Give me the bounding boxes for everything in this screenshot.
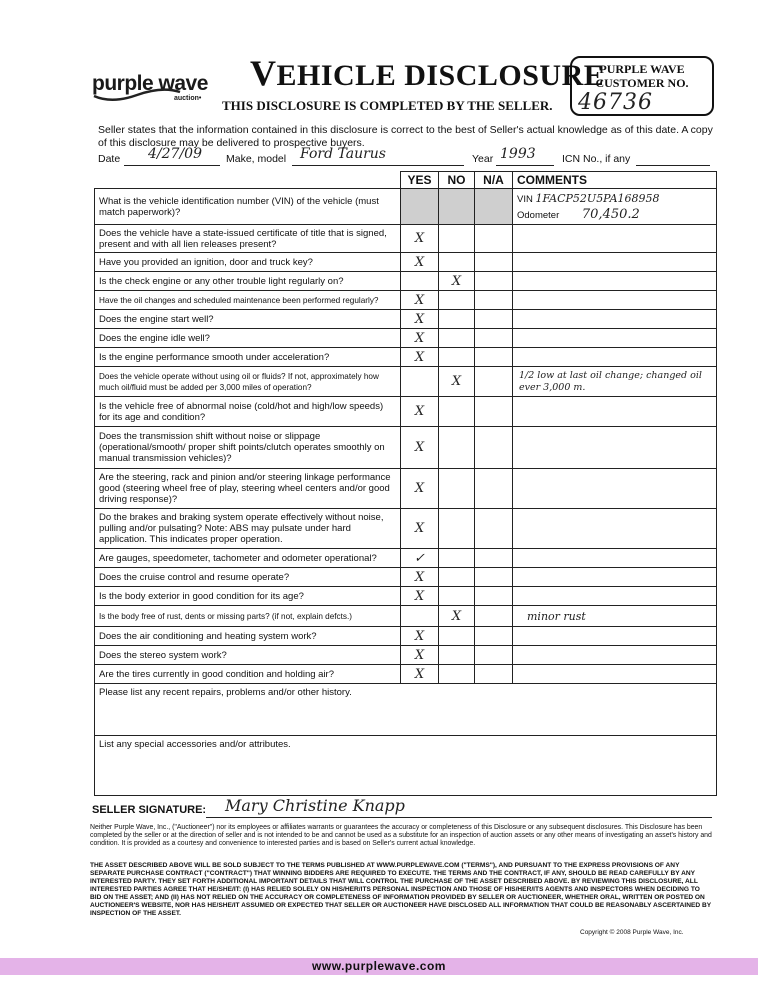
- question-text: Is the body free of rust, dents or missing parts? (if not, explain defcts.): [95, 606, 401, 627]
- na-cell[interactable]: [475, 549, 513, 568]
- question-text: Does the stereo system work?: [95, 646, 401, 665]
- table-row: [95, 469, 717, 509]
- make-model-underline: [292, 165, 464, 166]
- yes-cell[interactable]: X: [401, 427, 439, 469]
- yes-cell[interactable]: [401, 367, 439, 397]
- na-cell[interactable]: [475, 348, 513, 367]
- copyright-text: Copyright © 2008 Purple Wave, Inc.: [580, 929, 684, 936]
- no-cell[interactable]: [439, 549, 475, 568]
- yes-cell[interactable]: X: [401, 665, 439, 684]
- yes-cell[interactable]: X: [401, 627, 439, 646]
- no-cell[interactable]: [439, 627, 475, 646]
- comment-cell[interactable]: [513, 509, 717, 549]
- comment-cell[interactable]: 1/2 low at last oil change; changed oil ever 3,000 m.: [513, 367, 717, 397]
- table-row: [95, 646, 717, 665]
- yes-cell[interactable]: X: [401, 509, 439, 549]
- no-cell[interactable]: [439, 348, 475, 367]
- no-cell[interactable]: [439, 329, 475, 348]
- year-label: Year: [472, 153, 494, 165]
- na-cell[interactable]: [475, 568, 513, 587]
- no-cell[interactable]: [439, 225, 475, 253]
- question-text: Does the vehicle operate without using oil or fluids? If not, approximately how much oil/fluid must be added per 3,000 miles of operation?: [95, 367, 401, 397]
- table-row: [95, 427, 717, 469]
- no-cell[interactable]: [439, 427, 475, 469]
- year-value[interactable]: 1993: [500, 146, 536, 162]
- accessories-label: List any special accessories and/or attributes.: [95, 736, 439, 796]
- customer-box-line2: CUSTOMER NO.: [595, 76, 689, 90]
- table-row: [95, 587, 717, 606]
- yes-column-header: YES: [401, 172, 439, 189]
- no-cell[interactable]: [439, 568, 475, 587]
- icn-label: ICN No., if any: [562, 153, 631, 165]
- no-cell[interactable]: [439, 253, 475, 272]
- yes-cell[interactable]: ✓: [401, 549, 439, 568]
- no-cell[interactable]: [439, 509, 475, 549]
- no-cell[interactable]: [439, 291, 475, 310]
- yes-cell[interactable]: X: [401, 568, 439, 587]
- question-text: Do the brakes and braking system operate effectively without noise, pulling and/or pulsating? Note: ABS may pulsate under hard application. This indicates proper operation.: [95, 509, 401, 549]
- seller-signature-label: SELLER SIGNATURE:: [92, 804, 207, 816]
- yes-cell[interactable]: X: [401, 329, 439, 348]
- na-cell[interactable]: [475, 587, 513, 606]
- na-cell[interactable]: [475, 291, 513, 310]
- table-row: [95, 509, 717, 549]
- signature-underline: [206, 817, 712, 818]
- vin-odometer-cell: [513, 189, 717, 225]
- yes-cell[interactable]: X: [401, 225, 439, 253]
- question-text: Does the engine start well?: [95, 310, 401, 329]
- year-underline: [496, 165, 554, 166]
- question-text: Is the check engine or any other trouble light regularly on?: [95, 272, 401, 291]
- odometer-value[interactable]: 70,450.2: [581, 206, 640, 222]
- no-cell[interactable]: [439, 310, 475, 329]
- na-cell[interactable]: [475, 646, 513, 665]
- no-cell[interactable]: [439, 587, 475, 606]
- question-text: Does the engine idle well?: [95, 329, 401, 348]
- date-label: Date: [98, 153, 121, 165]
- comment-cell[interactable]: [513, 568, 717, 587]
- na-cell[interactable]: [475, 665, 513, 684]
- table-row: [95, 189, 717, 225]
- table-row: [95, 272, 717, 291]
- table-row: [95, 549, 717, 568]
- repairs-row[interactable]: [95, 684, 717, 736]
- no-cell: [439, 189, 475, 225]
- logo-wordmark: purple wave: [92, 72, 208, 95]
- table-row: [95, 665, 717, 684]
- yes-cell[interactable]: X: [401, 397, 439, 427]
- table-row: [95, 367, 717, 397]
- seller-signature-value[interactable]: Mary Christine Knapp: [225, 796, 405, 815]
- yes-cell[interactable]: X: [401, 310, 439, 329]
- comments-column-header: COMMENTS: [513, 172, 717, 189]
- no-cell[interactable]: X: [439, 606, 475, 627]
- na-cell[interactable]: [475, 310, 513, 329]
- no-column-header: NO: [439, 172, 475, 189]
- na-cell[interactable]: [475, 272, 513, 291]
- comment-cell[interactable]: [513, 272, 717, 291]
- table-row: [95, 568, 717, 587]
- table-row: [95, 310, 717, 329]
- question-text: Have the oil changes and scheduled maintenance been performed regularly?: [95, 291, 401, 310]
- yes-cell[interactable]: [401, 606, 439, 627]
- na-cell[interactable]: [475, 509, 513, 549]
- repairs-label: Please list any recent repairs, problems and/or other history.: [95, 684, 439, 736]
- na-cell[interactable]: [475, 627, 513, 646]
- question-text: Are the tires currently in good condition and holding air?: [95, 665, 401, 684]
- no-cell[interactable]: X: [439, 272, 475, 291]
- customer-number-value: 46736: [578, 90, 653, 115]
- na-cell[interactable]: [475, 427, 513, 469]
- table-row: [95, 397, 717, 427]
- make-model-value[interactable]: Ford Taurus: [300, 146, 386, 162]
- accessories-row[interactable]: [95, 736, 717, 796]
- yes-cell[interactable]: X: [401, 646, 439, 665]
- table-row: [95, 606, 717, 627]
- wave-swoosh-icon: [92, 86, 182, 104]
- na-cell[interactable]: [475, 397, 513, 427]
- table-row: [95, 348, 717, 367]
- footer-url-band: [0, 958, 758, 975]
- question-text: Have you provided an ignition, door and truck key?: [95, 253, 401, 272]
- na-cell[interactable]: [475, 225, 513, 253]
- comment-cell[interactable]: [513, 587, 717, 606]
- question-text: Does the vehicle have a state-issued certificate of title that is signed, present and with all lien releases present?: [95, 225, 401, 253]
- na-cell[interactable]: [475, 367, 513, 397]
- yes-cell[interactable]: X: [401, 291, 439, 310]
- question-text: Is the engine performance smooth under acceleration?: [95, 348, 401, 367]
- na-cell[interactable]: [475, 253, 513, 272]
- date-value[interactable]: 4/27/09: [148, 146, 202, 162]
- odometer-label: Odometer: [517, 209, 560, 221]
- comment-cell[interactable]: [513, 225, 717, 253]
- disclosure-table: [94, 171, 717, 796]
- make-model-label: Make, model: [226, 153, 287, 165]
- comment-cell[interactable]: [513, 348, 717, 367]
- no-cell[interactable]: [439, 646, 475, 665]
- comment-cell[interactable]: [513, 549, 717, 568]
- comment-cell[interactable]: [513, 329, 717, 348]
- table-row: [95, 329, 717, 348]
- purple-wave-logo: [92, 66, 222, 106]
- table-row: [95, 627, 717, 646]
- question-text: Is the vehicle free of abnormal noise (cold/hot and high/low speeds) for its age and condition?: [95, 397, 401, 427]
- yes-cell[interactable]: X: [401, 253, 439, 272]
- accessories-field[interactable]: [439, 736, 717, 796]
- question-text: Is the body exterior in good condition for its age?: [95, 587, 401, 606]
- no-cell[interactable]: X: [439, 367, 475, 397]
- page-subtitle: THIS DISCLOSURE IS COMPLETED BY THE SELLER.: [222, 98, 553, 113]
- yes-cell[interactable]: X: [401, 587, 439, 606]
- na-cell[interactable]: [475, 469, 513, 509]
- yes-cell[interactable]: [401, 272, 439, 291]
- repairs-field[interactable]: [439, 684, 717, 736]
- no-cell[interactable]: [439, 665, 475, 684]
- disclaimer-text: Neither Purple Wave, Inc., ("Auctioneer") nor its employees or affiliates warrants or guarantees the accuracy or completeness of this Disclosure or any subsequent disclosures. This Disclosure has been completed by the seller or at the direction of seller and is not intended to be and cannot be used as a substitute for an inspection of auction assets or any other means of investigating an asset's history and condition. It is provided as a courtesy and convenience to interested parties and is based on Seller's current actual knowledge.: [90, 824, 712, 848]
- footer-url[interactable]: www.purplewave.com: [312, 959, 446, 973]
- icn-underline[interactable]: [636, 165, 710, 166]
- comment-cell[interactable]: [513, 427, 717, 469]
- table-header-row: [95, 172, 717, 189]
- question-text: Are gauges, speedometer, tachometer and odometer operational?: [95, 549, 401, 568]
- comment-cell[interactable]: [513, 253, 717, 272]
- comment-cell[interactable]: [513, 469, 717, 509]
- question-text: Are the steering, rack and pinion and/or steering linkage performance good (steering wheel free of play, steering wheel centers and/or good driving response)?: [95, 469, 401, 509]
- question-text: Does the cruise control and resume operate?: [95, 568, 401, 587]
- comment-cell[interactable]: [513, 665, 717, 684]
- na-column-header: N/A: [475, 172, 513, 189]
- na-cell[interactable]: [475, 329, 513, 348]
- vin-label: VIN: [517, 193, 533, 205]
- question-text: What is the vehicle identification number (VIN) of the vehicle (must match paperwork)?: [95, 189, 401, 225]
- na-cell[interactable]: [475, 606, 513, 627]
- logo-subtext: auction•: [174, 95, 202, 102]
- question-text: Does the air conditioning and heating system work?: [95, 627, 401, 646]
- vin-value[interactable]: 1FACP52U5PA168958: [535, 191, 660, 205]
- na-cell: [475, 189, 513, 225]
- customer-box-line1: PURPLE WAVE: [599, 62, 685, 76]
- yes-cell[interactable]: X: [401, 348, 439, 367]
- yes-cell: [401, 189, 439, 225]
- comment-cell[interactable]: [513, 291, 717, 310]
- comment-cell[interactable]: minor rust: [513, 606, 717, 627]
- comment-cell[interactable]: [513, 310, 717, 329]
- no-cell[interactable]: [439, 469, 475, 509]
- terms-text: THE ASSET DESCRIBED ABOVE WILL BE SOLD SUBJECT TO THE TERMS PUBLISHED AT WWW.PURPLEWAVE.COM ("TERMS"), AND PURSUANT TO THE EXPRESS PROVISIONS OF ANY SEPARATE PURCHASE CONTRACT ("CONTRACT") THAT WINNING BIDDERS ARE REQUIRED TO EXECUTE. THE TERMS AND THE CONTRACT, IF ANY, SHOULD BE READ CAREFULLY BY ANY INTERESTED PARTY. THEY SET FORTH ADDITIONAL IMPORTANT DETAILS THAT WILL CONTROL THE PURCHASE OF THE ASSET DESCRIBED ABOVE. BY REVIEWING THIS DISCLOSURE, ALL INTERESTED PARTIES AGREE THAT HE/SHE/IT: (I) HAS RELIED SOLELY ON HIS/HER/ITS PERSONAL INSPECTION AND THOSE OF HIS/HER/ITS AGENTS AND INSPECTORS WHEN DECIDING TO BID ON THE ASSET; AND (II) HAS NOT RELIED ON THE ACCURACY OR COMPLETENESS OF INFORMATION PROVIDED BY SELLER OR AUCTIONEER, WHETHER ORAL, WRITTEN OR POSTED ON AUCTIONEER'S WEBSITE, NOR HAS HE/SHE/IT ASSUMED OR EXPECTED THAT SELLER OR AUCTIONEER HAVE DISCLOSED ALL INFORMATION THAT COULD BE REASONABLY ASCERTAINED BY INSPECTION OF THE ASSET.: [90, 862, 712, 917]
- table-row: [95, 253, 717, 272]
- table-row: [95, 291, 717, 310]
- date-underline: [124, 165, 220, 166]
- seller-statement: Seller states that the information contained in this disclosure is correct to the best of Seller's actual knowledge as of this date. A copy of this disclosure may be delivered to prospective buyers.: [98, 124, 713, 149]
- comment-cell[interactable]: [513, 646, 717, 665]
- comment-cell[interactable]: [513, 627, 717, 646]
- yes-cell[interactable]: X: [401, 469, 439, 509]
- no-cell[interactable]: [439, 397, 475, 427]
- page-title: VEHICLE DISCLOSURE: [250, 53, 605, 93]
- comment-cell[interactable]: [513, 397, 717, 427]
- table-row: [95, 225, 717, 253]
- question-text: Does the transmission shift without noise or slippage (operational/smooth/ proper shift points/clutch operates smoothly on manual transmission vehicles)?: [95, 427, 401, 469]
